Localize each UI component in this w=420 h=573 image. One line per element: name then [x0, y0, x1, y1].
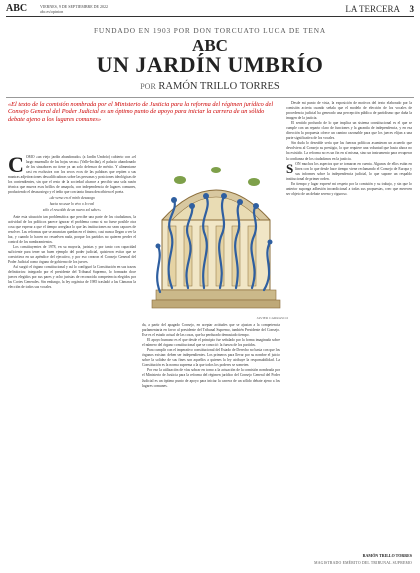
paragraph: da, a partir del apagado Consejo, en aceptar actitudes que se ajustan a la competencia parlamentaria en favor al presidente del Tribunal Supremo, también Presidente del Consejo. Ese es el estado actual de las cosas, que ha perdurado demasiado tiempo.: [142, 323, 280, 338]
illustration: [142, 160, 290, 320]
date-line: [40, 5, 108, 14]
article-column-2: [142, 323, 280, 568]
courthouse-illustration: [142, 160, 290, 320]
brand-title: ABC: [192, 36, 228, 55]
drop-cap: S: [286, 160, 294, 176]
founded-line: FUNDADO EN 1903 POR DON TORCUATO LUCA DE TENA: [93, 26, 327, 35]
paragraph: En tiempo y lugar expresé mi respeto por la comisión y su trabajo, y sin que lo anterior suponga adhesión incondicional a todas sus propuestas, creo que merecen ser objeto de un debate sereno y riguroso.: [286, 181, 412, 196]
article-headline: UN JARDÍN UMBRÍO: [96, 52, 324, 77]
article-column-3: [286, 101, 412, 549]
paragraph: Así surgió el órgano constitucional y así lo configuró la Constitución en sus trazos definitorios: integrado por el presidente del Tribunal Supremo, lo formarán doce jueces elegidos por sus pares y ocho juristas de reconocida competencia elegidos por las Cortes Generales. Sin embargo, la ley orgánica de 1985 trasladó a las Cámaras la elección de todos sus vocales.: [8, 264, 136, 290]
paragraph: Sin duda lo deseable sería que las fuerzas políticas asumieran un acuerdo que devolviera al Consejo su prestigio, lo que requiere una voluntad que hasta ahora no ha existido. La reforma no es un fin en sí misma, sino un instrumento para recuperar la confianza de los ciudadanos en la justicia.: [286, 141, 412, 161]
web-text: abc.es/opinion: [40, 8, 64, 14]
date-text: VIERNES, 9 DE SEPTIEMBRE DE 2022: [40, 4, 108, 9]
newspaper-logo: ABC: [6, 3, 28, 14]
paragraph: Desde mi punto de vista, la exposición de motivos del texto elaborado por la comisión acierta cuando señala que el modelo de elección de los vocales de procedencia judicial ha generado una percepción pública de partidismo que daña la imagen de la justicia.: [286, 101, 412, 121]
author-name: RAMÓN TRILLO TORRES: [158, 81, 280, 92]
paragraph: Para cumplir con el imperativo constitucional del Estado de Derecho no basta con que los órganos existan: deben ser independientes. Los primeros para llevar por su nombre el juicio sobre la solidez de sus fines son aquellos a quienes la ley atribuye la responsabilidad. La Constitución es la norma suprema a la que todos los poderes se someten.: [142, 348, 280, 368]
paragraph: El sentido profundo de lo que implica un sistema constitucional es el que se cumple con un reparto claro de funciones y la garantía de independencia, y en esa dirección la propuesta ofrece un camino razonable para que los jueces elijan a una parte significativa de los vocales.: [286, 121, 412, 141]
paragraph: Los constituyentes de 1978, en su mayoría, juristas y por tanto con capacidad suficiente para tener un buen ejemplo del poder judicial, quisieron evitar que se convirtiera en un apéndice del ejecutivo, y por eso crearon el Consejo General del Poder Judicial como órgano de gobierno de los jueces.: [8, 244, 136, 264]
paragraph: Ante esta situación tan problemática que percibe una parte de los ciudadanos, la actividad de los políticos parece ignorar el problema como si no fuese posible otra cosa que esperar a que el tiempo arreglara lo que las instituciones no sean capaces de resolver. Las reformas que se anuncian quedan en el tintero, casi nunca llegan a ver la luz, y cuando lo hacen no resuelven nada, porque los partidos no quieren perder el control de los nombramientos.: [8, 214, 136, 244]
byline-rule: [6, 97, 414, 98]
paragraph: El apoyo humano es el que desde el principio fue señalado por la forma imaginada sobre el número del órgano constitucional que se conoció: la fuerza de los partidos.: [142, 338, 280, 348]
paragraph: OMO «un viejo jardín abandonado» (a Jardín Umbrío) cubierto con «el largo murmullo de las hojas secas» (Valle-Inclán), el palacio abandonado de los sinsabores no tiene ya un solo defensor de mérito. Y alimentarse casi en exclusiva con los secos ecos de las palabras que repiten a sus mantras adjetivaciones descalificadoras sobre las personas y posiciones ideológicas de los contendientes, sin que el resto de la sociedad alcance a percibir una sola razón técnica que mueva esos brillos de amapola, con independencia de lugares comunes, produciendo el desasosiego y el tedio que con tanta finura describiera el poeta.: [8, 155, 136, 195]
pull-quote: «El texto de la comisión nombrada por el Ministerio de Justicia para la reforma del régimen jurídico del Consejo General del Poder Judicial es un óptimo punto de apoyo para iniciar la carrera de un sólido debate ajeno a los lugares comunes»: [8, 101, 274, 123]
byline: [0, 81, 420, 92]
author-signature: RAMÓN TRILLO TORRES: [362, 553, 412, 558]
paragraph: ON muchos los aspectos que se tomaron en cuenta. Algunos de ellos están en línea con lo que desde hace tiempo viene reclamando el Consejo de Europa y sus informes sobre la independencia judicial, lo que supone un respaldo institucional de primer orden.: [286, 161, 412, 181]
verse-line: hacia no usar lo vivo o lo real: [49, 202, 95, 207]
illustration-credit: JAVIER CARRASCO: [256, 316, 288, 320]
verse-line: «de verso en el mirlo desasogo: [49, 196, 95, 201]
drop-cap: C: [8, 155, 24, 177]
section-title: LA TERCERA: [345, 4, 400, 14]
header-rule: [6, 16, 414, 17]
paragraph: Por eso la utilización de vías sobrar en torno a la actuación de la comisión nombrada por el Ministerio de Justicia para la reforma del régimen jurídico del Consejo General del Poder Judicial es un óptimo punto de apoyo para iniciar la carrera de un sólido debate ajeno a los lugares comunes.: [142, 368, 280, 388]
verse-line: sólo el rescoldo de un nuevo sol saber»: [42, 208, 102, 213]
byline-prefix: POR: [140, 82, 156, 91]
article-column-1: [8, 155, 136, 565]
page-header: [6, 4, 414, 16]
author-title: MAGISTRADO EMÉRITO DEL TRIBUNAL SUPREMO: [314, 561, 412, 565]
page-number: 3: [409, 4, 414, 14]
